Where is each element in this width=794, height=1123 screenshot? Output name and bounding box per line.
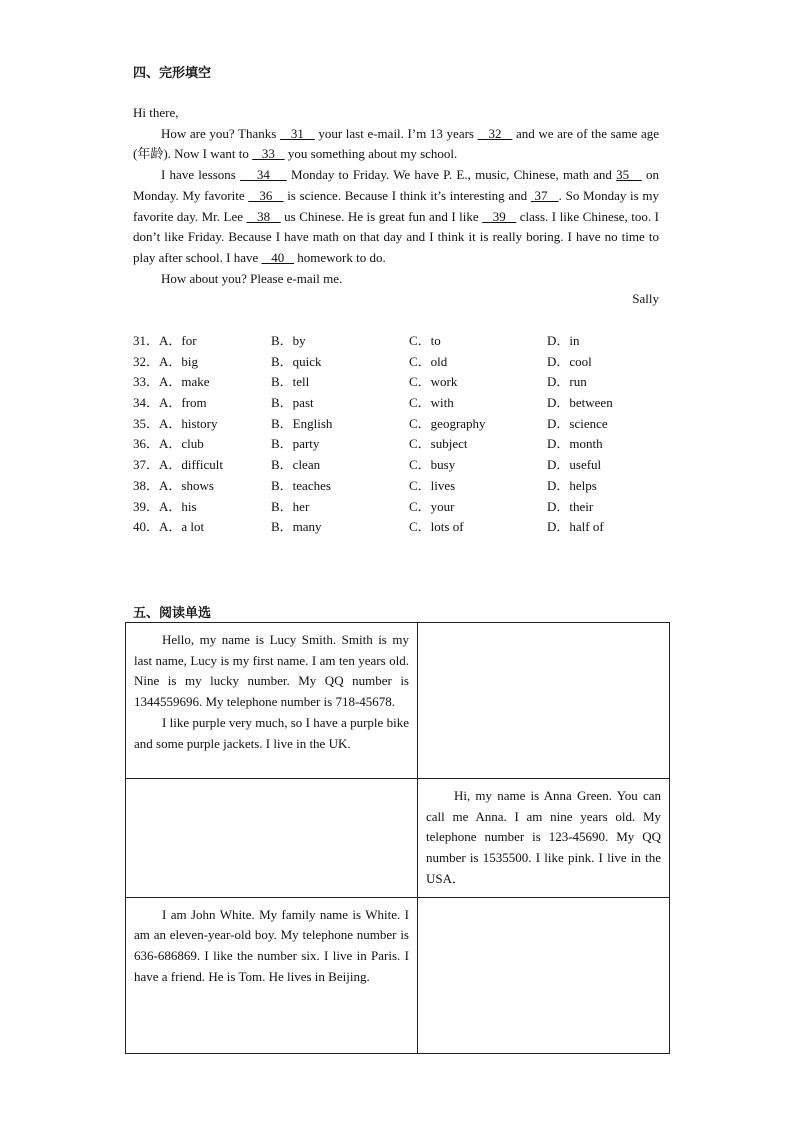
table-row bbox=[126, 623, 670, 779]
empty-cell bbox=[418, 623, 670, 779]
reading-table bbox=[125, 622, 670, 1054]
lucy-cell bbox=[126, 623, 418, 779]
letter-paragraph-1: How are you? Thanks 31 your last e-mail. I’m 13 years 32 and we are of the same age (年龄). Now I want to 33 you something about my school. bbox=[133, 125, 659, 162]
cloze-letter bbox=[133, 103, 659, 310]
option-row-35: 35．A．history B．English C．geography D．science bbox=[133, 415, 608, 431]
letter-greeting: Hi there, bbox=[133, 105, 179, 120]
table-row bbox=[126, 897, 670, 1053]
section-4-title: 四、完形填空 bbox=[133, 66, 212, 81]
empty-cell bbox=[126, 779, 418, 898]
blank-40: 40 bbox=[261, 249, 295, 265]
blank-36: 36 bbox=[248, 187, 284, 203]
option-row-40: 40．A．a lot B．many C．lots of D．half of bbox=[133, 519, 604, 535]
option-row-32: 32．A．big B．quick C．old D．cool bbox=[133, 353, 592, 369]
blank-31: 31 bbox=[279, 125, 315, 141]
table-row bbox=[126, 779, 670, 898]
lucy-paragraph-1: Hello, my name is Lucy Smith. Smith is my last name, Lucy is my first name. I am ten years old. Nine is my lucky number. My QQ number is 1344559696. My telephone number is 718-45678. bbox=[134, 632, 409, 710]
letter-paragraph-2: I have lessons 34 Monday to Friday. We have P. E., music, Chinese, math and 35 on Monday. My favorite 36 is science. Because I think it’s interesting and 37 . So Monday is my favorite day. Mr. Lee 38 us Chinese. He is great fun and I like 39 class. I like Chinese, too. I don’t like Friday. Because I have math on that day and I think it is really boring. I have no time to play after school. I have 40 homework to do. bbox=[133, 167, 660, 265]
option-row-38: 38．A．shows B．teaches C．lives D．helps bbox=[133, 477, 597, 493]
option-row-36: 36．A．club B．party C．subject D．month bbox=[133, 436, 603, 452]
options-list bbox=[133, 331, 693, 538]
option-row-31: 31．A．for B．by C．to D．in bbox=[133, 333, 580, 348]
blank-39: 39 bbox=[482, 208, 517, 224]
blank-35: 35 bbox=[616, 167, 642, 183]
option-row-37: 37．A．difficult B．clean C．busy D．useful bbox=[133, 457, 602, 473]
blank-34: 34 bbox=[240, 167, 287, 183]
lucy-paragraph-2: I like purple very much, so I have a purple bike and some purple jackets. I live in the UK. bbox=[134, 714, 409, 751]
blank-37: 37 bbox=[530, 187, 559, 203]
anna-cell bbox=[418, 779, 670, 898]
blank-32: 32 bbox=[477, 125, 513, 141]
option-row-39: 39．A．his B．her C．your D．their bbox=[133, 498, 594, 514]
empty-cell bbox=[418, 897, 670, 1053]
option-row-34: 34．A．from B．past C．with D．between bbox=[133, 395, 613, 411]
option-row-33: 33．A．make B．tell C．work D．run bbox=[133, 374, 587, 390]
letter-signature: Sally bbox=[632, 291, 659, 307]
anna-paragraph: Hi, my name is Anna Green. You can call me Anna. I am nine years old. My telephone number is 123-45690. My QQ number is 1535500. I like pink. I live in the USA． bbox=[426, 788, 661, 886]
blank-38: 38 bbox=[246, 208, 281, 224]
john-paragraph: I am John White. My family name is White. I am an eleven-year-old boy. My telephone number is 636-686869. I like the number six. I live in Paris. I have a friend. He is Tom. He lives in Beijing. bbox=[134, 906, 409, 984]
section-5-title: 五、阅读单选 bbox=[133, 606, 212, 621]
letter-closing: How about you? Please e-mail me. bbox=[161, 270, 343, 286]
john-cell bbox=[126, 897, 418, 1053]
blank-33: 33 bbox=[252, 146, 285, 162]
